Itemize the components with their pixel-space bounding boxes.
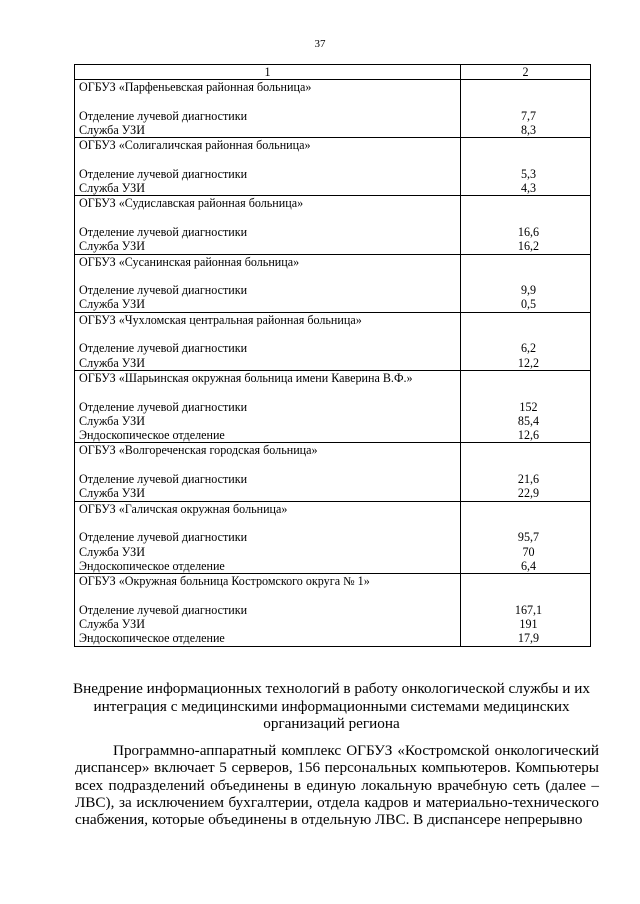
department-value: 95,7: [517, 530, 540, 545]
page-number: 37: [314, 38, 326, 50]
department-value: 12,6: [517, 428, 540, 443]
department-label: Служба УЗИ: [79, 239, 145, 254]
department-label: Отделение лучевой диагностики: [79, 283, 248, 298]
value-cell: [461, 443, 591, 501]
value-cell: [461, 80, 591, 138]
department-value: 17,9: [517, 631, 540, 646]
value-cell: [461, 501, 591, 573]
department-value: 6,4: [520, 558, 537, 573]
department-label: Отделение лучевой диагностики: [79, 341, 248, 356]
organization-cell: [75, 80, 461, 138]
value-cell: [461, 196, 591, 254]
organization-cell: [75, 254, 461, 312]
column-header-1: 1: [75, 65, 461, 80]
department-value: 22,9: [517, 486, 540, 501]
section-title-line: Внедрение информационных технологий в работу онкологической службы и их: [73, 680, 590, 697]
department-label: Отделение лучевой диагностики: [79, 399, 248, 414]
organization-name: ОГБУЗ «Окружная больница Костромского округа № 1»: [79, 574, 370, 589]
department-value: 191: [519, 616, 538, 631]
organization-cell: [75, 574, 461, 646]
department-value: 7,7: [520, 108, 537, 123]
department-label: Отделение лучевой диагностики: [79, 224, 248, 239]
table-group-row: [75, 370, 591, 442]
organization-cell: [75, 138, 461, 196]
department-label: Отделение лучевой диагностики: [79, 108, 248, 123]
table-group-row: [75, 196, 591, 254]
department-value: 12,2: [517, 355, 540, 370]
table-group-row: [75, 501, 591, 573]
body-text: [75, 742, 599, 828]
department-label: Эндоскопическое отделение: [79, 428, 225, 443]
department-label: Служба УЗИ: [79, 413, 145, 428]
table-group-row: [75, 138, 591, 196]
table-group-row: [75, 254, 591, 312]
value-cell: [461, 138, 591, 196]
department-value: 8,3: [520, 122, 537, 137]
organization-cell: [75, 196, 461, 254]
department-value: 6,2: [520, 341, 537, 356]
department-label: Отделение лучевой диагностики: [79, 166, 248, 181]
organization-name: ОГБУЗ «Судиславская районная больница»: [79, 196, 304, 211]
value-cell: [461, 574, 591, 646]
value-cell: [461, 370, 591, 442]
department-label: Эндоскопическое отделение: [79, 631, 225, 646]
organization-cell: [75, 501, 461, 573]
department-value: 4,3: [520, 181, 537, 196]
organization-name: ОГБУЗ «Парфеньевская районная больница»: [79, 80, 312, 94]
department-label: Служба УЗИ: [79, 181, 145, 196]
body-paragraph: Программно-аппаратный комплекс ОГБУЗ «Костромской онкологический диспансер» включает 5 серверов, 156 персональных компьютеров. Компьютеры всех подразделений объединены в единую локальную врачебную сеть (далее – ЛВС), за исключением бухгалтерии, отдела кадров и материально-технического снабжения, которые объединены в отдельную ЛВС. В диспансере непрерывно: [75, 742, 599, 829]
department-value: 70: [522, 544, 535, 559]
organization-cell: [75, 312, 461, 370]
department-label: Служба УЗИ: [79, 297, 145, 312]
organization-cell: [75, 370, 461, 442]
department-value: 9,9: [520, 283, 537, 298]
section-title: [64, 680, 599, 733]
organization-name: ОГБУЗ «Чухломская центральная районная больница»: [79, 312, 362, 327]
table-group-row: [75, 80, 591, 138]
department-value: 0,5: [520, 297, 537, 312]
organization-name: ОГБУЗ «Шарьинская окружная больница имени Каверина В.Ф.»: [79, 370, 413, 385]
department-value: 16,2: [517, 239, 540, 254]
department-label: Эндоскопическое отделение: [79, 558, 225, 573]
statistics-table: [74, 64, 591, 647]
department-label: Служба УЗИ: [79, 544, 145, 559]
value-cell: [461, 312, 591, 370]
department-value: 21,6: [517, 472, 540, 487]
department-label: Служба УЗИ: [79, 486, 145, 501]
table-group-row: [75, 443, 591, 501]
organization-name: ОГБУЗ «Волгореченская городская больница»: [79, 443, 318, 458]
department-label: Служба УЗИ: [79, 122, 145, 137]
column-header-2: 2: [461, 65, 591, 80]
section-title-line: организаций региона: [263, 715, 400, 732]
section-title-line: интеграция с медицинскими информационными системами медицинских: [93, 697, 570, 715]
department-label: Служба УЗИ: [79, 616, 145, 631]
department-value: 152: [519, 399, 538, 414]
department-label: Отделение лучевой диагностики: [79, 602, 248, 617]
table-header-row: [75, 65, 591, 80]
organization-name: ОГБУЗ «Солигаличская районная больница»: [79, 138, 311, 153]
department-value: 5,3: [520, 166, 537, 181]
organization-cell: [75, 443, 461, 501]
table-group-row: [75, 574, 591, 646]
department-label: Отделение лучевой диагностики: [79, 472, 248, 487]
department-value: 85,4: [517, 413, 540, 428]
department-label: Служба УЗИ: [79, 355, 145, 370]
department-label: Отделение лучевой диагностики: [79, 530, 248, 545]
organization-name: ОГБУЗ «Сусанинская районная больница»: [79, 254, 300, 269]
department-value: 16,6: [517, 224, 540, 239]
table-group-row: [75, 312, 591, 370]
value-cell: [461, 254, 591, 312]
department-value: 167,1: [514, 602, 543, 617]
organization-name: ОГБУЗ «Галичская окружная больница»: [79, 501, 288, 516]
